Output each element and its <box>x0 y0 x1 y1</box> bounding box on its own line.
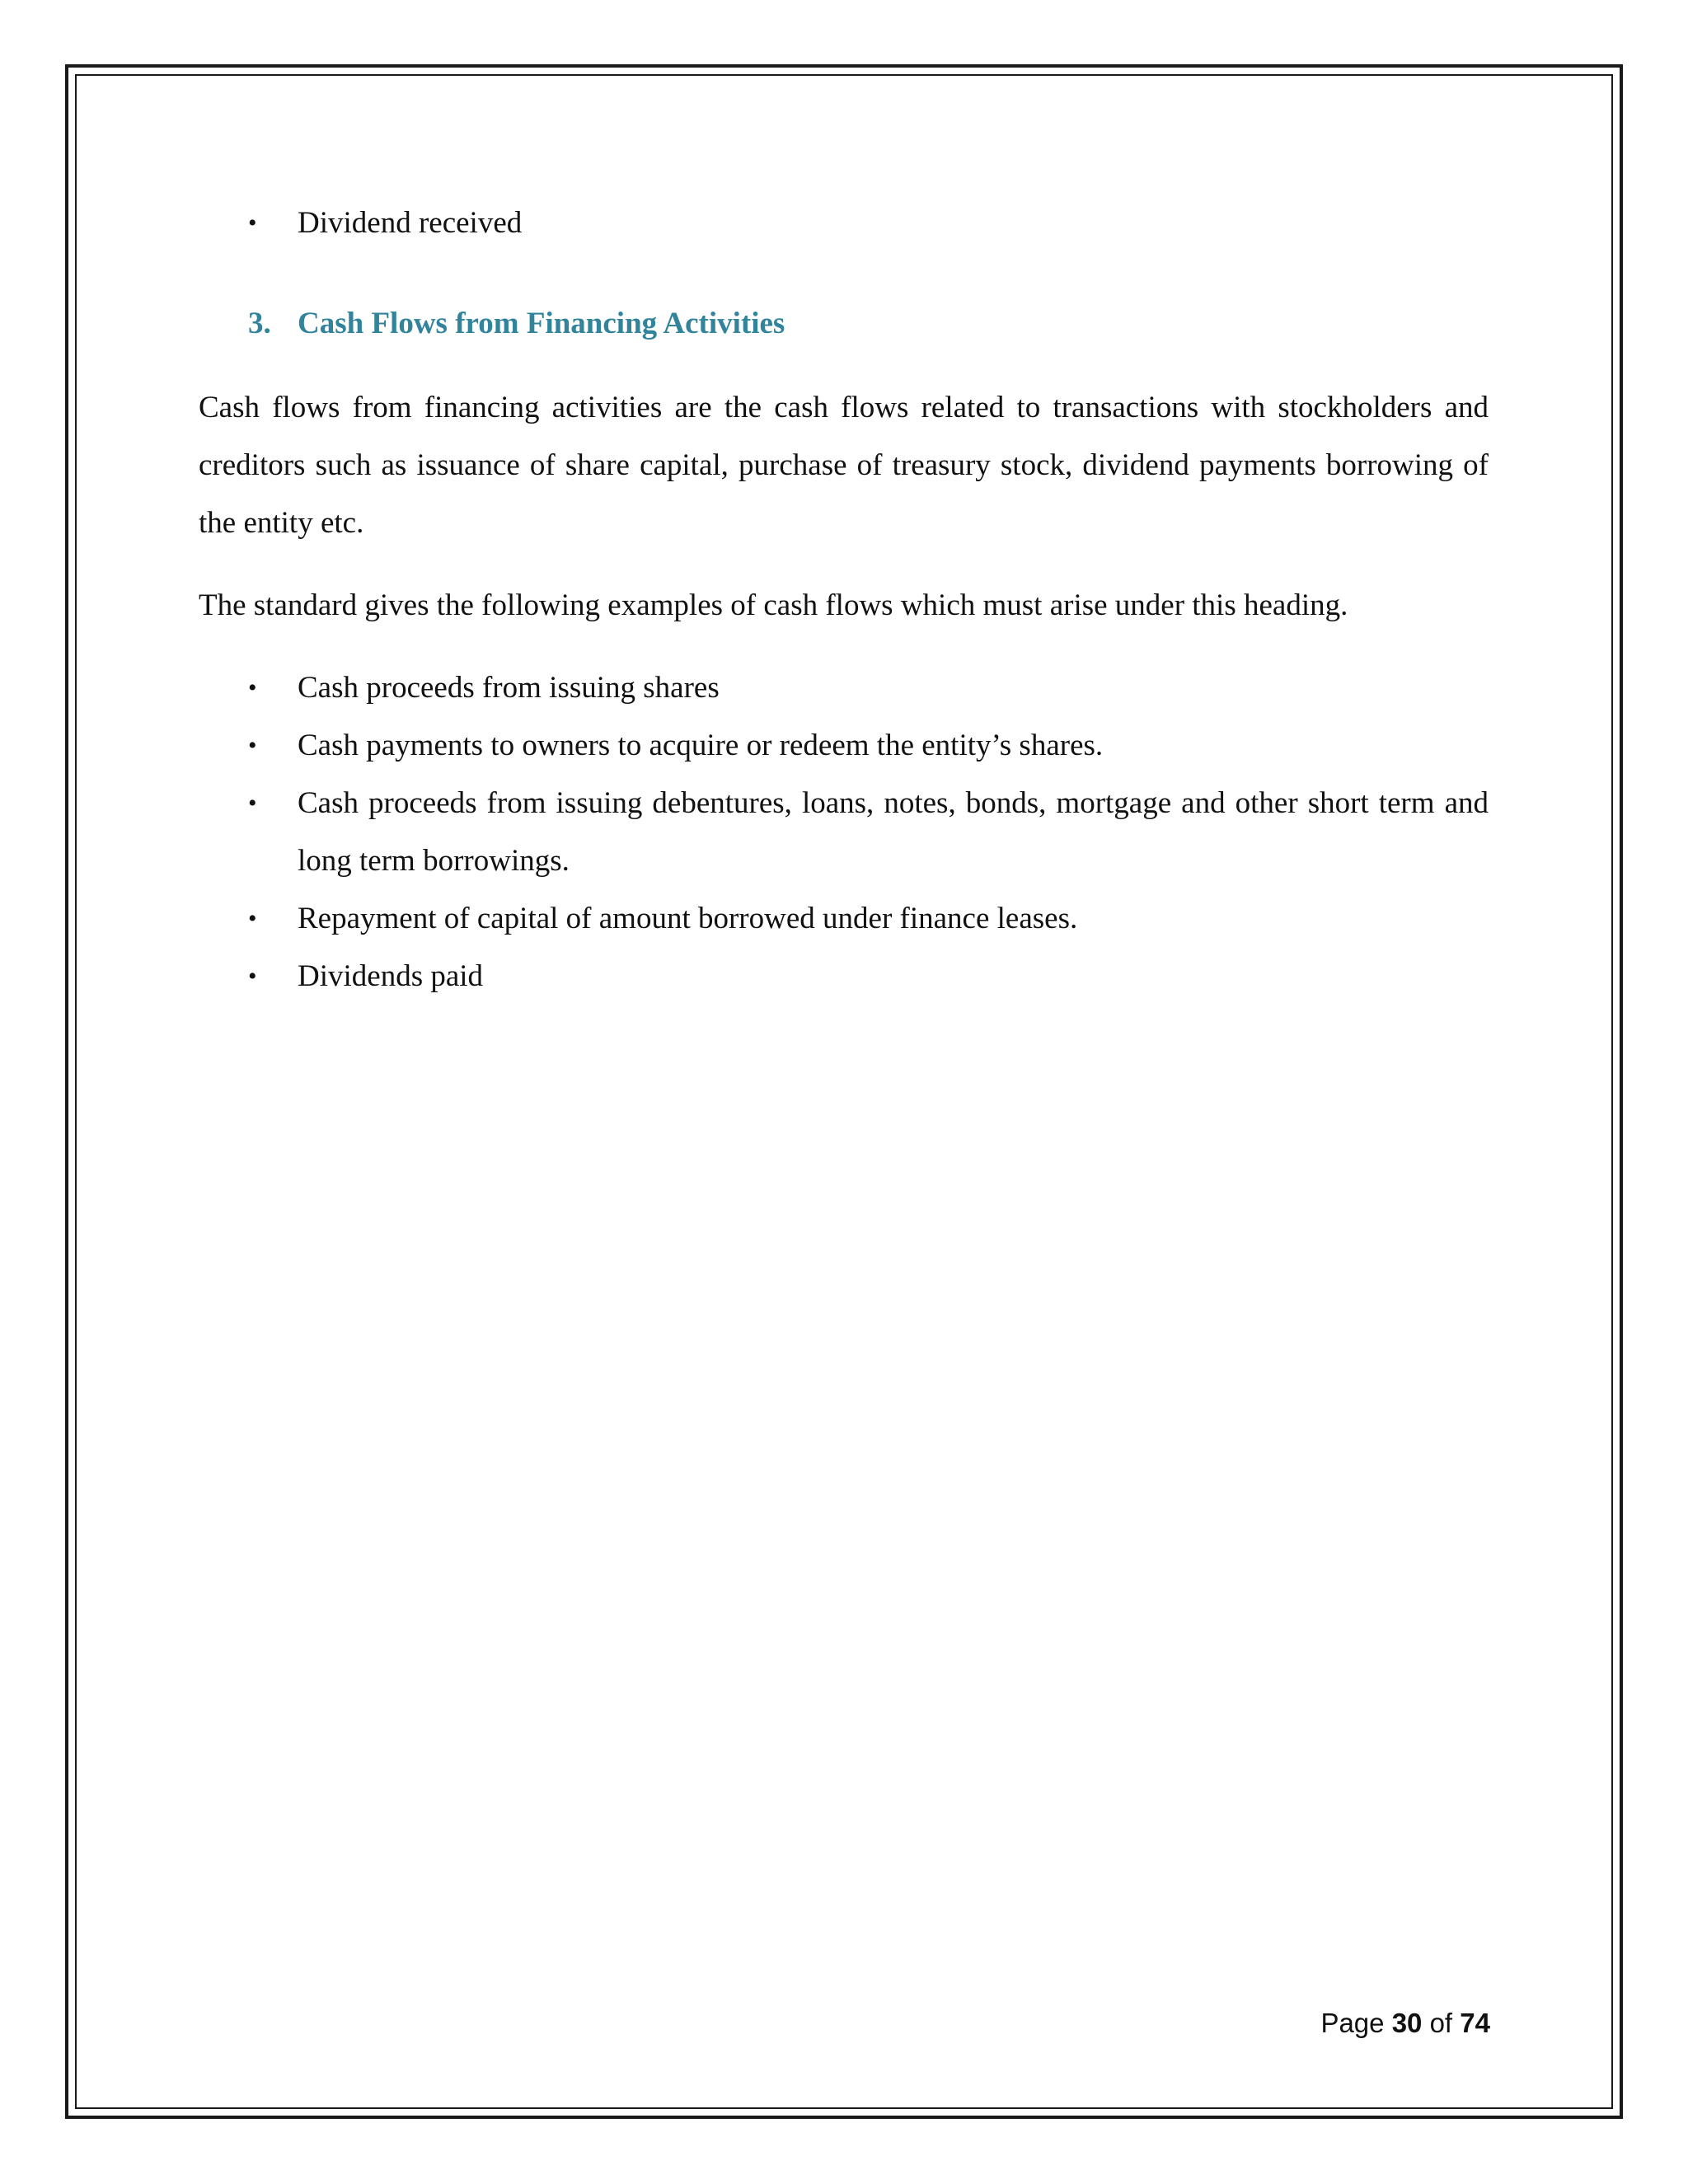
list-item <box>199 775 1489 890</box>
page-label: Page <box>1320 2008 1385 2038</box>
bullet-icon: • <box>248 963 257 990</box>
list-item <box>199 194 1489 252</box>
list-item-text: Dividends paid <box>298 959 484 993</box>
total-pages: 74 <box>1460 2008 1490 2038</box>
list-item <box>199 717 1489 775</box>
section-title: Cash Flows from Financing Activities <box>298 307 785 340</box>
list-item <box>199 659 1489 717</box>
bullet-icon: • <box>248 905 257 932</box>
bullet-icon: • <box>248 209 257 237</box>
bullet-icon: • <box>248 674 257 701</box>
top-bullet-list <box>199 194 1489 252</box>
paragraph-examples-intro: The standard gives the following examples of cash flows which must arise under this heading. <box>199 588 1348 622</box>
page-content <box>199 194 1489 1005</box>
examples-bullet-list <box>199 659 1489 1005</box>
section-number: 3. <box>248 307 271 340</box>
section-heading <box>199 303 1489 344</box>
bullet-icon: • <box>248 732 257 759</box>
list-item-text: Cash payments to owners to acquire or redeem the entity’s shares. <box>298 729 1104 762</box>
page-number-footer <box>1320 2008 1490 2039</box>
list-item-text: Cash proceeds from issuing shares <box>298 671 720 705</box>
list-item-text: Cash proceeds from issuing debentures, loans, notes, bonds, mortgage and other short term and long term borrowings. <box>298 786 1489 878</box>
page-separator: of <box>1429 2008 1453 2038</box>
list-item-text: Repayment of capital of amount borrowed under finance leases. <box>298 902 1078 935</box>
list-item <box>199 948 1489 1005</box>
list-item <box>199 890 1489 948</box>
bullet-icon: • <box>248 790 257 817</box>
paragraph-definition: Cash flows from financing activities are the cash flows related to transactions with stockholders and creditors such as issuance of share capital, purchase of treasury stock, dividend payments borrowing of the entity etc. <box>199 391 1489 540</box>
current-page: 30 <box>1391 2008 1423 2038</box>
list-item-text: Dividend received <box>298 206 523 240</box>
